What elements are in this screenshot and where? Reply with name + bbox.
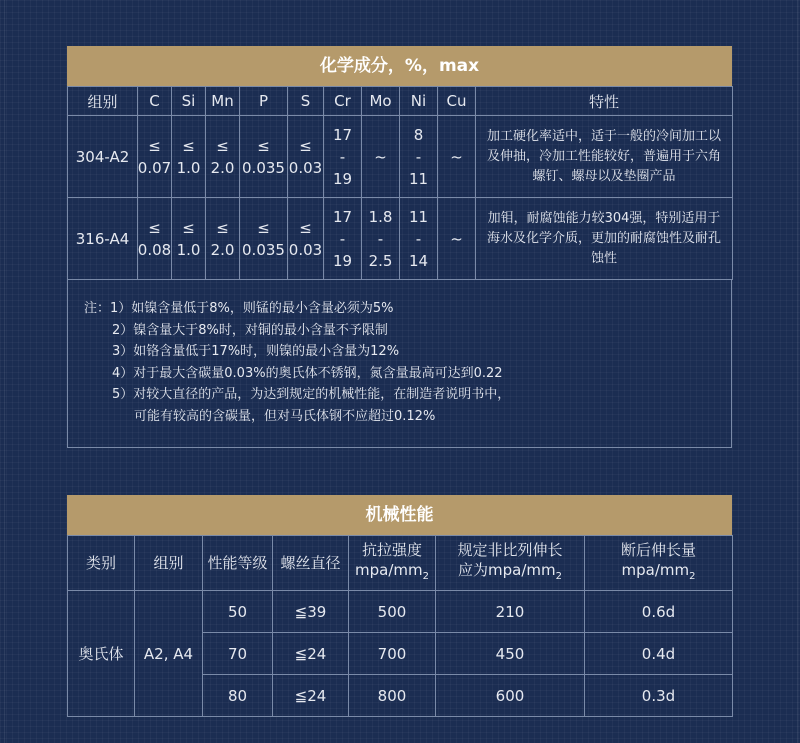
- header-group: 组别: [68, 87, 138, 116]
- c-cell: ≤ 0.07: [138, 116, 172, 198]
- note-line: 5）对较大直径的产品，为达到规定的机械性能，在制造者说明书中，: [112, 387, 511, 402]
- ni-cell: 11 - 14: [400, 198, 438, 280]
- mech-title: 机械性能: [67, 495, 732, 535]
- feature-cell: 加钼，耐腐蚀能力较304强，特别适用于海水及化学介质，更加的耐腐蚀性及耐孔蚀性: [476, 198, 733, 280]
- header-p: P: [240, 87, 288, 116]
- group-cell: A2, A4: [135, 591, 203, 717]
- ni-cell: 8 - 11: [400, 116, 438, 198]
- diameter-cell: ≦39: [273, 591, 349, 633]
- header-yield: 规定非比列伸长 应为mpa/$mm_2$: [436, 536, 585, 591]
- elongation-cell: 0.6d: [585, 591, 733, 633]
- mo-cell: 1.8 - 2.5: [362, 198, 400, 280]
- c-cell: ≤ 0.08: [138, 198, 172, 280]
- header-s: S: [288, 87, 324, 116]
- header-si: Si: [172, 87, 206, 116]
- diameter-cell: ≦24: [273, 633, 349, 675]
- tensile-cell: 800: [349, 675, 436, 717]
- group-cell: 316-A4: [68, 198, 138, 280]
- chem-title: 化学成分，%，max: [67, 46, 732, 86]
- header-elongation: 断后伸长量 mpa/$mm_2$: [585, 536, 733, 591]
- header-cr: Cr: [324, 87, 362, 116]
- grade-cell: 70: [203, 633, 273, 675]
- cr-cell: 17 - 19: [324, 198, 362, 280]
- cu-cell: ~: [438, 198, 476, 280]
- table-row: [68, 116, 733, 198]
- table-row: [68, 591, 733, 633]
- header-group: 组别: [135, 536, 203, 591]
- elongation-cell: 0.3d: [585, 675, 733, 717]
- yield-cell: 210: [436, 591, 585, 633]
- yield-cell: 450: [436, 633, 585, 675]
- mo-cell: ~: [362, 116, 400, 198]
- tensile-cell: 700: [349, 633, 436, 675]
- mech-header-row: [68, 536, 733, 591]
- header-cu: Cu: [438, 87, 476, 116]
- note-line: 可能有较高的含碳量，但对马氏体钢不应超过0.12%: [134, 408, 436, 424]
- mn-cell: ≤ 2.0: [206, 116, 240, 198]
- notes-box: [67, 280, 732, 448]
- header-category: 类别: [68, 536, 135, 591]
- yield-cell: 600: [436, 675, 585, 717]
- header-c: C: [138, 87, 172, 116]
- group-cell: 304-A2: [68, 116, 138, 198]
- grade-cell: 50: [203, 591, 273, 633]
- cu-cell: ~: [438, 116, 476, 198]
- elongation-cell: 0.4d: [585, 633, 733, 675]
- s-cell: ≤ 0.03: [288, 198, 324, 280]
- chem-header-row: [68, 87, 733, 116]
- note-line: 注：1）如镍含量低于8%，则锰的最小含量必须为5%: [84, 301, 394, 316]
- diameter-cell: ≦24: [273, 675, 349, 717]
- p-cell: ≤ 0.035: [240, 198, 288, 280]
- grade-cell: 80: [203, 675, 273, 717]
- si-cell: ≤ 1.0: [172, 116, 206, 198]
- chem-table: [67, 86, 733, 280]
- s-cell: ≤ 0.03: [288, 116, 324, 198]
- chemical-composition-panel: [67, 46, 732, 448]
- header-tensile: 抗拉强度 mpa/$mm_2$: [349, 536, 436, 591]
- tensile-cell: 500: [349, 591, 436, 633]
- si-cell: ≤ 1.0: [172, 198, 206, 280]
- note-line: 2）镍含量大于8%时，对铜的最小含量不予限制: [112, 322, 388, 338]
- category-cell: 奥氏体: [68, 591, 135, 717]
- note-line: 4）对于最大含碳量0.03%的奥氏体不锈钢，氮含量最高可达到0.22: [112, 365, 503, 381]
- feature-cell: 加工硬化率适中，适于一般的冷间加工以及伸抽，冷加工性能较好，普遍用于六角螺钉、螺母以及垫圈产品: [476, 116, 733, 198]
- table-row: [68, 198, 733, 280]
- header-mn: Mn: [206, 87, 240, 116]
- mn-cell: ≤ 2.0: [206, 198, 240, 280]
- p-cell: ≤ 0.035: [240, 116, 288, 198]
- header-ni: Ni: [400, 87, 438, 116]
- header-mo: Mo: [362, 87, 400, 116]
- mechanical-properties-panel: [67, 495, 732, 717]
- cr-cell: 17 - 19: [324, 116, 362, 198]
- header-feature: 特性: [476, 87, 733, 116]
- header-diameter: 螺丝直径: [273, 536, 349, 591]
- mech-table: [67, 535, 733, 717]
- note-line: 3）如铬含量低于17%时，则镍的最小含量为12%: [112, 344, 400, 359]
- header-grade: 性能等级: [203, 536, 273, 591]
